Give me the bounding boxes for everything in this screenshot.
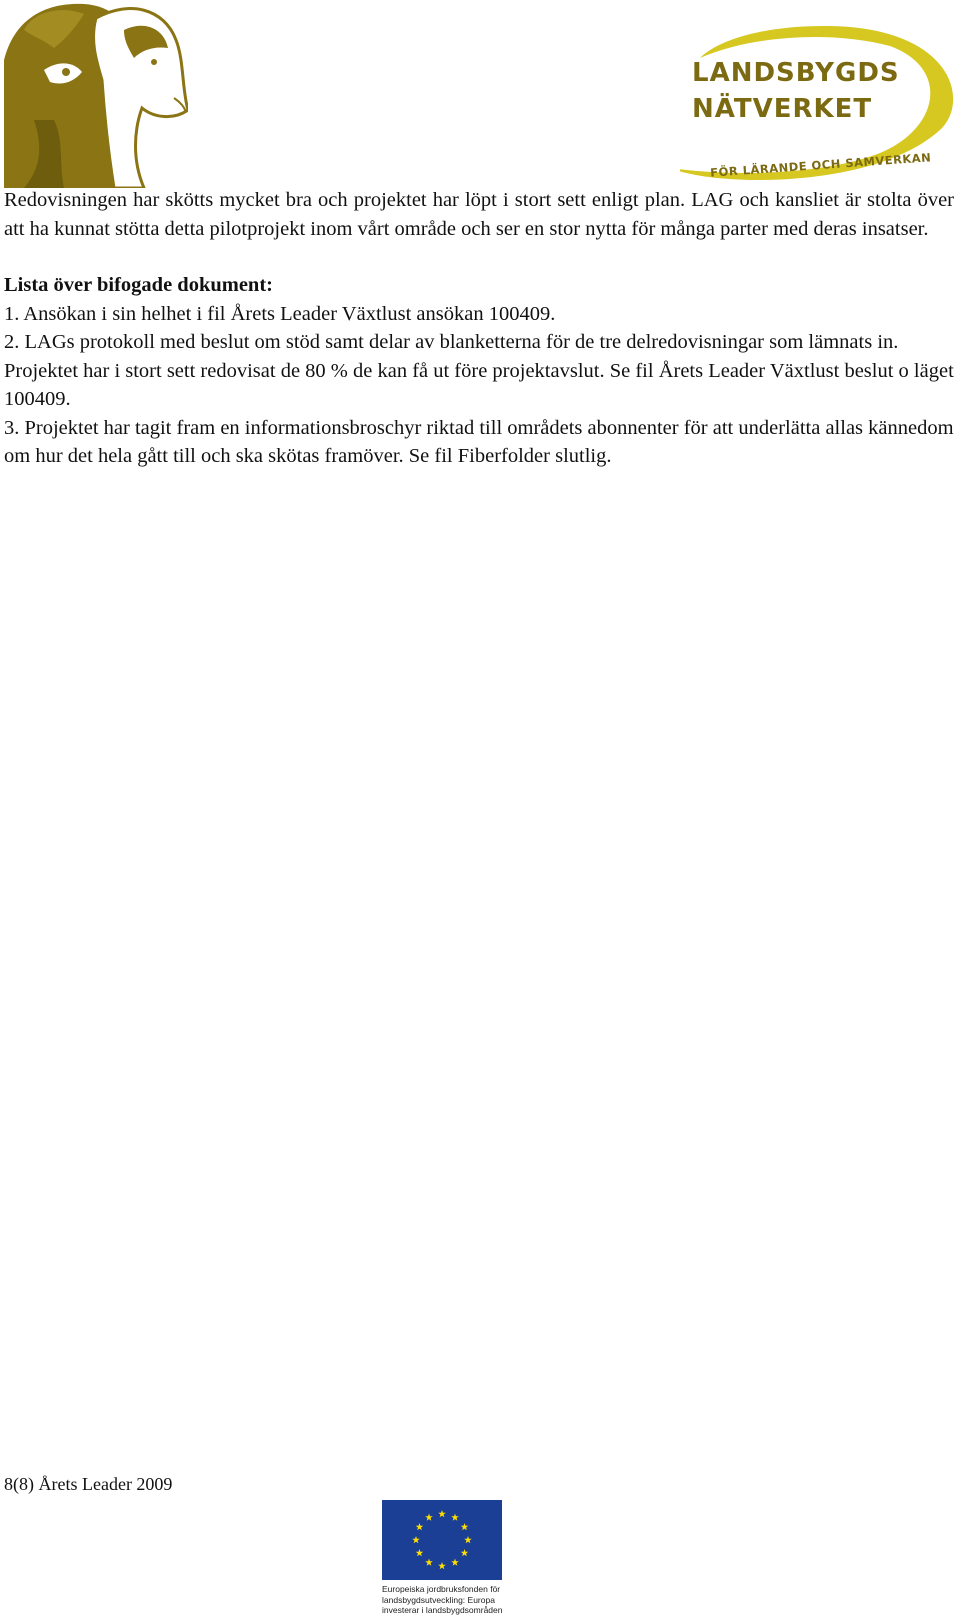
attachment-item: 1. Ansökan i sin helhet i fil Årets Leader Växtlust ansökan 100409. [4, 302, 556, 325]
eu-logo [382, 1500, 508, 1616]
eu-star-icon [451, 1513, 459, 1520]
eu-star-icon [412, 1536, 420, 1543]
landsbygdsnatverket-logo [680, 18, 955, 190]
eu-caption [382, 1584, 508, 1616]
page-header [0, 0, 960, 190]
eu-caption-line: Europeiska jordbruksfonden för [382, 1584, 501, 1594]
eu-star-icon [461, 1523, 469, 1530]
attachments-heading: Lista över bifogade dokument: [4, 274, 273, 296]
attachment-item: 3. Projektet har tagit fram en informationsbroschyr riktad till områdets abonnenter för att underlätta allas kännedom om hur det hela gått till och ska skötas framöver. Se fil Fiberfolder slutlig. [4, 416, 954, 467]
logo-tagline: FÖR LÄRANDE OCH SAMVERKAN [709, 150, 932, 180]
eu-star-icon [416, 1523, 424, 1530]
logo-text-line1: LANDSBYGDS [692, 58, 900, 88]
eu-caption-line: investerar i landsbygdsområden [382, 1605, 503, 1615]
eu-star-icon [451, 1559, 459, 1566]
eu-star-icon [425, 1513, 433, 1520]
attachments-list [4, 300, 954, 471]
eu-star-icon [438, 1510, 446, 1517]
eu-star-icon [438, 1562, 446, 1569]
sheep-logo [4, 0, 188, 188]
page-footer-label: 8(8) Årets Leader 2009 [4, 1474, 173, 1494]
eu-star-icon [461, 1549, 469, 1556]
eu-star-icon [464, 1536, 472, 1543]
eu-caption-line: landsbygdsutveckling: Europa [382, 1594, 495, 1605]
eu-flag-icon [382, 1500, 502, 1580]
attachment-item: 2. LAGs protokoll med beslut om stöd samt delar av blanketterna för de tre delredovisningar som lämnats in. Projektet har i stort sett redovisat de 80 % de kan få ut före projektavslut. Se fil Årets Leader Växtlust beslut o läget 100409. [4, 331, 954, 410]
intro-paragraph: Redovisningen har skötts mycket bra och projektet har löpt i stort sett enligt plan. LAG och kansliet är stolta över att ha kunnat stötta detta pilotprojekt inom vårt område och ser en stor nytta för många parter med deras insatser. [4, 189, 954, 240]
document-body [4, 186, 954, 471]
eu-star-icon [425, 1559, 433, 1566]
logo-text-line2: NÄTVERKET [692, 94, 873, 124]
eu-star-icon [416, 1549, 424, 1556]
